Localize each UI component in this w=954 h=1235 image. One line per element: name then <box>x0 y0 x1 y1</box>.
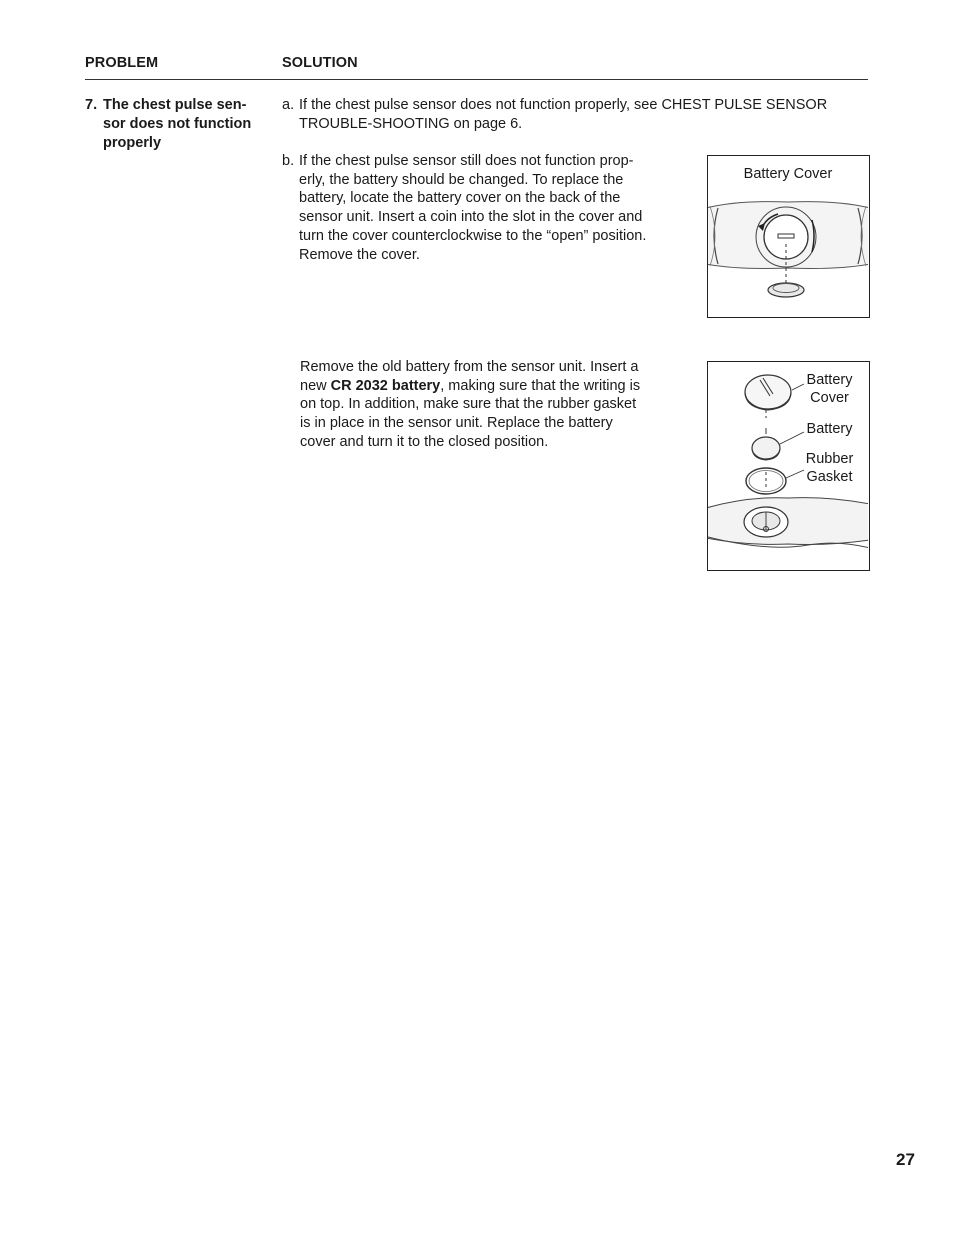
header-solution: SOLUTION <box>282 55 358 71</box>
problem-line: sor does not function <box>103 116 252 132</box>
step-b-text <box>299 152 646 264</box>
sensor-back-illustration <box>708 156 868 316</box>
step-a-line: TROUBLE-SHOOTING on page 6. <box>299 115 523 132</box>
label-line: Rubber <box>805 451 854 467</box>
para-text: new <box>300 377 331 394</box>
para-line <box>300 377 680 396</box>
label-battery-cover <box>798 372 861 407</box>
step-b-line: battery, locate the battery cover on the back of the <box>299 190 621 207</box>
step-b-line: Remove the cover. <box>299 246 420 263</box>
label-line: Cover <box>810 389 849 406</box>
label-battery: Battery <box>806 421 853 437</box>
problem-line: The chest pulse sen- <box>103 97 247 113</box>
para-text: , making sure that the writing is <box>440 377 641 394</box>
battery-model: CR 2032 battery <box>330 377 441 394</box>
figure-battery-exploded <box>707 361 870 571</box>
para-line: cover and turn it to the closed position. <box>300 433 549 450</box>
header-rule <box>85 79 868 80</box>
figure1-label: Battery Cover <box>743 166 833 182</box>
label-line: Gasket <box>806 468 853 485</box>
step-b-line: If the chest pulse sensor still does not function prop- <box>299 153 634 169</box>
problem-text <box>103 96 273 153</box>
problem-line: properly <box>103 135 162 151</box>
step-b-label: b. <box>282 153 295 169</box>
para-line: on top. In addition, make sure that the rubber gasket <box>300 396 637 413</box>
battery-replacement-paragraph <box>300 358 680 452</box>
step-a-line: If the chest pulse sensor does not function properly, see CHEST PULSE SENSOR <box>299 97 828 113</box>
step-a-label: a. <box>282 97 295 113</box>
problem-number: 7. <box>85 97 98 113</box>
label-rubber-gasket <box>798 451 861 486</box>
figure-battery-cover <box>707 155 870 318</box>
step-b-line: erly, the battery should be changed. To replace the <box>299 171 624 188</box>
label-line: Battery <box>806 372 853 388</box>
para-line: is in place in the sensor unit. Replace the battery <box>300 415 613 432</box>
header-problem: PROBLEM <box>85 55 159 71</box>
page-number: 27 <box>896 1150 915 1169</box>
para-line: Remove the old battery from the sensor unit. Insert a <box>300 359 639 375</box>
step-a-text <box>299 96 827 133</box>
step-b-line: turn the cover counterclockwise to the “open” position. <box>299 227 647 244</box>
step-b-line: sensor unit. Insert a coin into the slot in the cover and <box>299 209 643 226</box>
